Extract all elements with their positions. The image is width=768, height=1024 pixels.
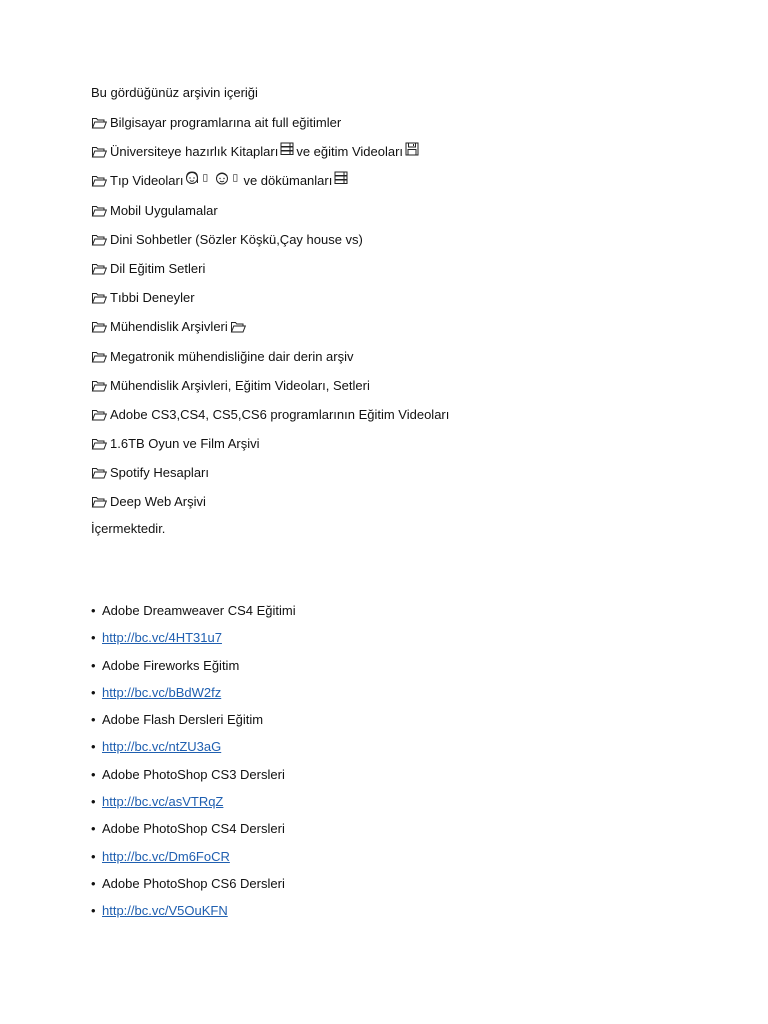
open-folder-icon [91, 467, 107, 479]
course-title: Adobe PhotoShop CS4 Dersleri [102, 821, 285, 837]
open-folder-icon [91, 175, 107, 187]
list-item [91, 901, 296, 928]
missing-glyph-icon [203, 171, 211, 185]
open-folder-icon [91, 496, 107, 508]
course-link[interactable]: http://bc.vc/Dm6FoCR [102, 848, 230, 864]
folder-item-text: Megatronik mühendisliğine dair derin arşiv [110, 348, 354, 364]
books-icon [280, 142, 294, 156]
folder-item-text: Mühendislik Arşivleri, Eğitim Videoları, Setleri [110, 377, 370, 393]
course-link[interactable]: http://bc.vc/asVTRqZ [102, 794, 224, 810]
list-item [91, 601, 296, 628]
folder-item-text: Spotify Hesapları [110, 465, 209, 481]
folder-item [91, 288, 449, 317]
bullet: • [91, 603, 96, 618]
folder-item-text: ve eğitim Videoları [296, 144, 404, 160]
folder-item-text: 1.6TB Oyun ve Film Arşivi [110, 436, 260, 452]
woman-health-worker-icon [185, 171, 199, 185]
folder-item [91, 230, 449, 259]
open-folder-icon [91, 292, 107, 304]
bullet: • [91, 821, 96, 837]
list-item [91, 656, 296, 683]
course-link[interactable]: http://bc.vc/V5OuKFN [102, 903, 228, 919]
open-folder-icon [91, 146, 107, 158]
open-folder-icon [91, 380, 107, 392]
course-title: Adobe Fireworks Eğitim [102, 657, 240, 673]
bullet: • [91, 903, 96, 919]
course-link[interactable]: http://bc.vc/bBdW2fz [102, 684, 222, 700]
list-item [91, 683, 296, 710]
bullet: • [91, 657, 96, 673]
intro-text: Bu gördüğünüz arşivin içeriği [91, 85, 258, 100]
folder-item [91, 405, 449, 434]
course-link[interactable]: http://bc.vc/ntZU3aG [102, 739, 222, 755]
folder-item-text: Tıp Videoları [110, 173, 184, 189]
course-title: Adobe Flash Dersleri Eğitim [102, 712, 264, 728]
list-item [91, 628, 296, 655]
open-folder-icon [91, 409, 107, 421]
folder-item-text: Mobil Uygulamalar [110, 202, 218, 218]
man-health-worker-icon [215, 171, 229, 185]
list-item [91, 847, 296, 874]
folder-item-text: ve dökümanları [243, 173, 333, 189]
outro-text: İçermektedir. [91, 521, 166, 536]
folder-item-text: Dini Sohbetler (Sözler Köşkü,Çay house vs) [110, 231, 363, 247]
bullet: • [91, 739, 96, 755]
course-title: Adobe PhotoShop CS6 Dersleri [102, 875, 285, 891]
course-link[interactable]: http://bc.vc/4HT31u7 [102, 630, 222, 646]
folder-item-text: Bilgisayar programlarına ait full eğitimler [110, 115, 342, 130]
list-item [91, 874, 296, 901]
folder-item [91, 317, 449, 346]
bullet: • [91, 766, 96, 782]
folder-item-text: Tıbbi Deneyler [110, 290, 195, 306]
folder-item-text: Üniversiteye hazırlık Kitapları [110, 144, 279, 160]
folder-list [91, 113, 449, 522]
tutorial-link-list [91, 601, 296, 929]
folder-item-text: Mühendislik Arşivleri [110, 319, 228, 335]
open-folder-icon [91, 234, 107, 246]
folder-item [91, 171, 449, 200]
folder-item-text: Adobe CS3,CS4, CS5,CS6 programlarının Eğitim Videoları [110, 406, 450, 422]
list-item [91, 819, 296, 846]
folder-item [91, 142, 449, 171]
folder-item [91, 434, 449, 463]
folder-item [91, 492, 449, 521]
bullet: • [91, 684, 96, 700]
open-folder-icon [91, 321, 107, 333]
folder-item [91, 347, 449, 376]
list-item [91, 765, 296, 792]
open-folder-icon [91, 438, 107, 450]
folder-item-text: Dil Eğitim Setleri [110, 260, 206, 276]
open-folder-icon [230, 321, 246, 333]
bullet: • [91, 630, 96, 646]
open-folder-icon [91, 263, 107, 275]
bullet: • [91, 848, 96, 864]
folder-item [91, 259, 449, 288]
list-item [91, 710, 296, 737]
course-title: Adobe PhotoShop CS3 Dersleri [102, 766, 285, 782]
floppy-disk-icon [405, 142, 419, 156]
folder-item [91, 463, 449, 492]
open-folder-icon [91, 117, 107, 129]
open-folder-icon [91, 205, 107, 217]
missing-glyph-icon [233, 171, 241, 185]
folder-item-text: Deep Web Arşivi [110, 494, 206, 510]
course-title: Adobe Dreamweaver CS4 Eğitimi [102, 603, 296, 618]
folder-item [91, 113, 449, 142]
bullet: • [91, 875, 96, 891]
list-item [91, 737, 296, 764]
bullet: • [91, 794, 96, 810]
open-folder-icon [91, 351, 107, 363]
bullet: • [91, 712, 96, 728]
list-item [91, 792, 296, 819]
folder-item [91, 201, 449, 230]
books-icon [334, 171, 348, 185]
folder-item [91, 376, 449, 405]
